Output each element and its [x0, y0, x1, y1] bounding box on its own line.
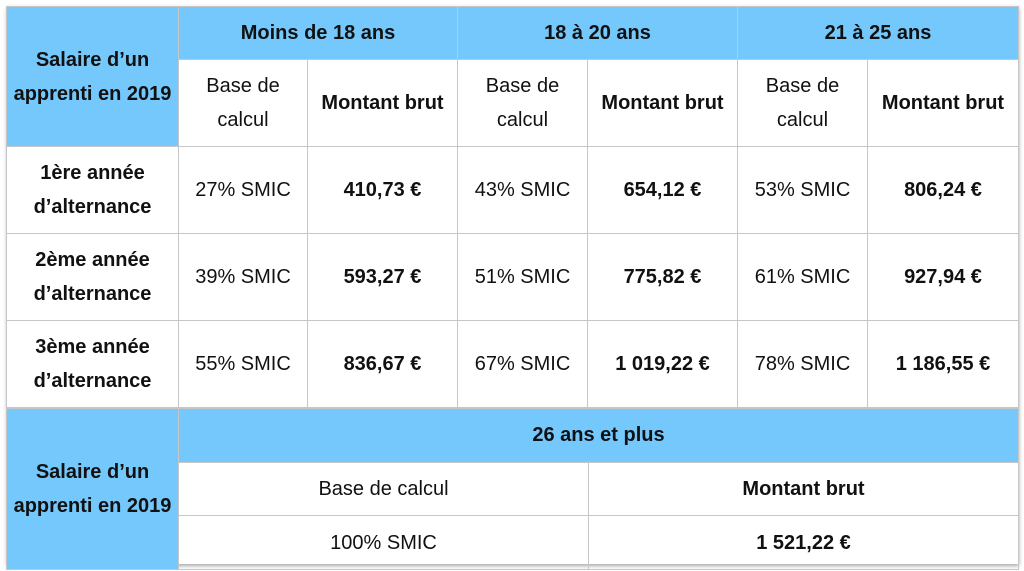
- salary-tables: [6, 6, 1018, 564]
- sub-header-base: Base de calcul: [738, 60, 868, 147]
- sub-header-montant: Montant brut: [588, 60, 738, 147]
- row-label: 1ère année d’alternance: [7, 147, 179, 234]
- row-label: 2ème année d’alternance: [7, 234, 179, 321]
- sub-header-base: Base de calcul: [179, 462, 589, 516]
- salary-table-under-26: [6, 6, 1019, 408]
- montant-cell: 410,73 €: [308, 147, 458, 234]
- corner-label: Salaire d’un apprenti en 2019: [7, 7, 179, 147]
- montant-cell: 806,24 €: [868, 147, 1019, 234]
- montant-cell: 654,12 €: [588, 147, 738, 234]
- corner-label: Salaire d’un apprenti en 2019: [7, 409, 179, 570]
- montant-cell: 927,94 €: [868, 234, 1019, 321]
- salary-table-26-plus: [6, 408, 1019, 570]
- base-cell: 51% SMIC: [458, 234, 588, 321]
- montant-cell: 1 186,55 €: [868, 321, 1019, 408]
- montant-cell: 1 521,22 €: [589, 516, 1019, 570]
- sub-header-base: Base de calcul: [458, 60, 588, 147]
- sub-header-montant: Montant brut: [589, 462, 1019, 516]
- age-group-header: 18 à 20 ans: [458, 7, 738, 60]
- sub-header-montant: Montant brut: [868, 60, 1019, 147]
- table-row: [7, 321, 1019, 408]
- table-row: [7, 234, 1019, 321]
- montant-cell: 1 019,22 €: [588, 321, 738, 408]
- base-cell: 100% SMIC: [179, 516, 589, 570]
- table-row: [7, 147, 1019, 234]
- sub-header-base: Base de calcul: [179, 60, 308, 147]
- base-cell: 39% SMIC: [179, 234, 308, 321]
- base-cell: 53% SMIC: [738, 147, 868, 234]
- base-cell: 43% SMIC: [458, 147, 588, 234]
- base-cell: 67% SMIC: [458, 321, 588, 408]
- montant-cell: 836,67 €: [308, 321, 458, 408]
- base-cell: 61% SMIC: [738, 234, 868, 321]
- base-cell: 55% SMIC: [179, 321, 308, 408]
- sub-header-montant: Montant brut: [308, 60, 458, 147]
- age-group-header: 21 à 25 ans: [738, 7, 1019, 60]
- montant-cell: 775,82 €: [588, 234, 738, 321]
- montant-cell: 593,27 €: [308, 234, 458, 321]
- base-cell: 27% SMIC: [179, 147, 308, 234]
- age-group-header: Moins de 18 ans: [179, 7, 458, 60]
- age-group-header: 26 ans et plus: [179, 409, 1019, 463]
- row-label: 3ème année d’alternance: [7, 321, 179, 408]
- base-cell: 78% SMIC: [738, 321, 868, 408]
